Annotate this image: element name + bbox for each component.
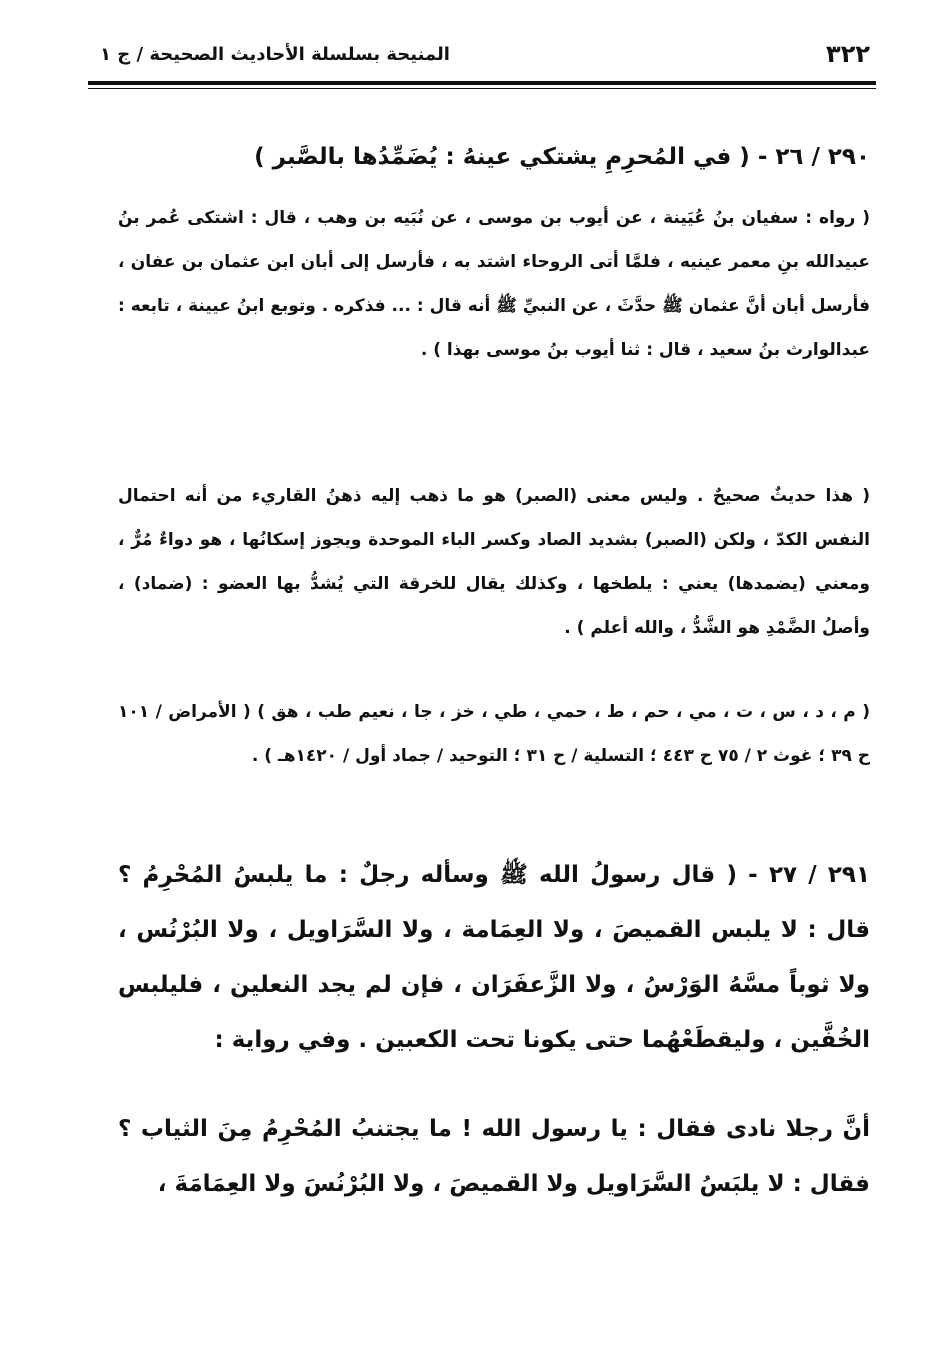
hadith-291-text: ٢٩١ / ٢٧ - ( قال رسولُ الله ﷺ وسأله رجلٌ : ما يلبسُ المُحْرِمُ ؟ قال : لا يلبس القميصَ ، ولا العِمَامة ، ولا السَّرَاويل ، ولا البُرْنُس ، ولا ثوباً مسَّهُ الوَرْسُ ، ولا الزَّعفَرَان ، فإن لم يجد النعلين ، فليلبس الخُفَّين ، وليقطَعْهُما حتى يكونا تحت الكعبين . وفي رواية : [118,862,870,1053]
page-header [100,40,870,76]
hadith-290-commentary: ( هذا حديثٌ صحيحٌ . وليس معنى (الصبر) هو ما ذهب إليه ذهنُ القاريء من أنه احتمال النفس الكدّ ، ولكن (الصبر) بشديد الصاد وكسر الباء الموحدة ويجوز إسكانُها ، هو دواءٌ مُرٌّ ، ومعني (يضمدها) يعني : يلطخها ، وكذلك يقال للخرقة التي يُشدُّ بها العضو : (ضماد) ، وأصلُ الضَّمْدِ هو الشَّدُّ ، والله أعلم ) . [118,486,870,638]
page-number: ٣٢٢ [826,40,870,68]
hadith-291-variant: أنَّ رجلا نادى فقال : يا رسول الله ! ما يجتنبُ المُحْرِمُ مِنَ الثياب ؟ فقال : لا يلبَسُ السَّرَاويل ولا القميصَ ، ولا البُرْنُسَ ولا العِمَامَةَ ، [118,1116,870,1197]
header-rule-thick [88,81,876,85]
hadith-290-sources: ( م ، د ، س ، ت ، مي ، حم ، ط ، حمي ، طي ، خز ، جا ، نعيم طب ، هق ) ( الأمراض / ١٠١ ح ٣٩ ؛ غوث ٢ / ٧٥ ح ٤٤٣ ؛ التسلية / ح ٣١ ؛ التوحيد / جماد أول / ١٤٢٠هـ ) . [118,702,870,766]
header-rule-thin [88,88,876,89]
hadith-290-heading: ٢٩٠ / ٢٦ - ( في المُحرِمِ يشتكي عينهُ : يُضَمِّدُها بالصَّبر ) [254,144,870,170]
running-title: المنيحة بسلسلة الأحاديث الصحيحة / ج ١ [100,44,450,65]
hadith-290-narration: ( رواه : سفيان بنُ عُيَينة ، عن أيوب بن موسى ، عن نُبَيه بن وهب ، قال : اشتكى عُمر بنُ عبيدالله بنِ معمر عينيه ، فلمَّا أتى الروحاء اشتد به ، فأرسل إلى أبان ابن عثمان بن عفان ، فأرسل أبان أنَّ عثمان ﷺ حدَّثَ ، عن النبيِّ ﷺ أنه قال : ... فذكره . وتوبع ابنُ عيينة ، تابعه : عبدالوارث بنُ سعيد ، قال : ثنا أيوب بنُ موسى بهذا ) . [118,208,870,360]
